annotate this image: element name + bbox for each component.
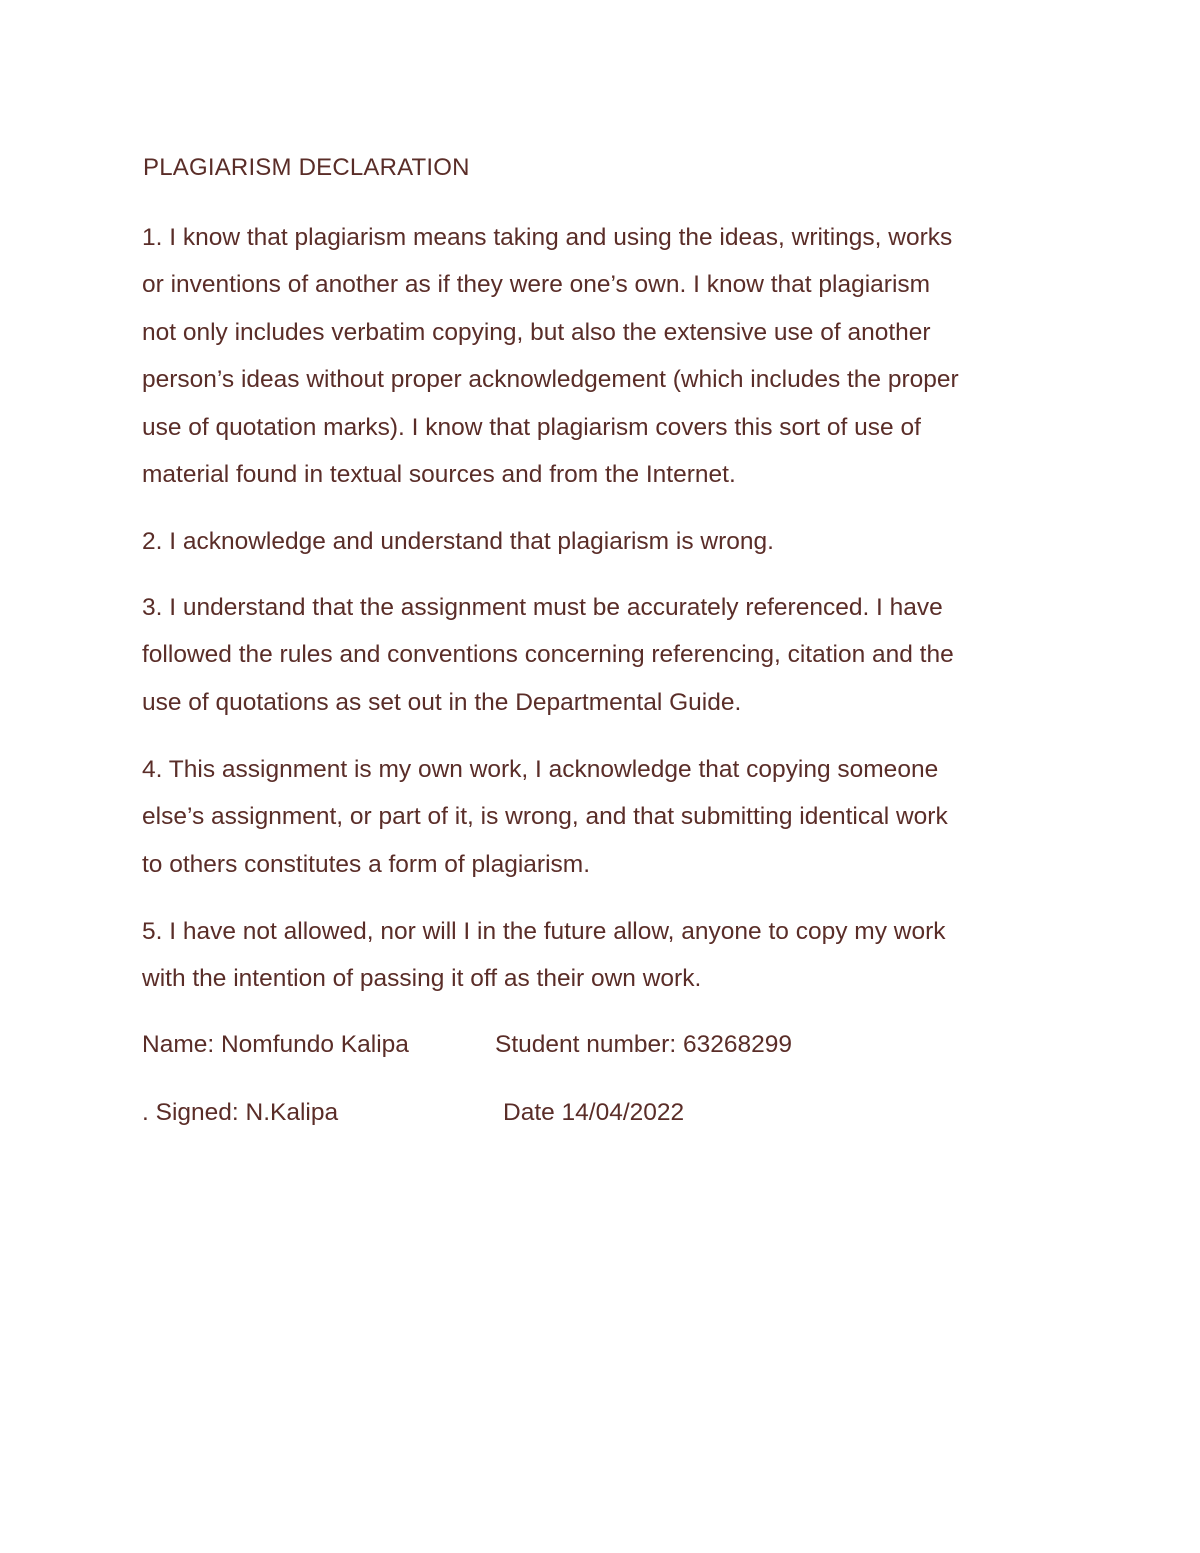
declaration-item-4 (142, 746, 1072, 888)
text-line: 1. I know that plagiarism means taking and using the ideas, writings, works (142, 224, 953, 251)
text-line: 3. I understand that the assignment must be accurately referenced. I have (142, 594, 943, 621)
student-name: Name: Nomfundo Kalipa (142, 1031, 409, 1058)
declaration-item-3 (142, 584, 1072, 726)
text-line: 4. This assignment is my own work, I acknowledge that copying someone (142, 756, 939, 783)
student-number: Student number: 63268299 (495, 1031, 792, 1058)
text-line: not only includes verbatim copying, but also the extensive use of another (142, 318, 931, 346)
text-line: 5. I have not allowed, nor will I in the future allow, anyone to copy my work (142, 918, 946, 945)
date-line: Date 14/04/2022 (503, 1099, 685, 1126)
page-title: PLAGIARISM DECLARATION (143, 154, 470, 181)
text-line: else’s assignment, or part of it, is wrong, and that submitting identical work (142, 803, 948, 831)
text-line: followed the rules and conventions concerning referencing, citation and the (142, 641, 954, 669)
text-line: or inventions of another as if they were one’s own. I know that plagiarism (142, 271, 931, 299)
text-line: with the intention of passing it off as their own work. (142, 965, 702, 993)
text-line: person’s ideas without proper acknowledgement (which includes the proper (142, 366, 959, 394)
declaration-item-2 (142, 518, 1072, 565)
signature-line: . Signed: N.Kalipa (142, 1099, 339, 1126)
declaration-item-5 (142, 908, 1072, 1003)
text-line: material found in textual sources and from the Internet. (142, 461, 736, 489)
text-line: use of quotation marks). I know that plagiarism covers this sort of use of (142, 413, 921, 441)
text-line: 2. I acknowledge and understand that plagiarism is wrong. (142, 528, 774, 555)
text-line: to others constitutes a form of plagiarism. (142, 850, 590, 878)
declaration-item-1 (142, 214, 1072, 498)
text-line: use of quotations as set out in the Departmental Guide. (142, 688, 742, 716)
